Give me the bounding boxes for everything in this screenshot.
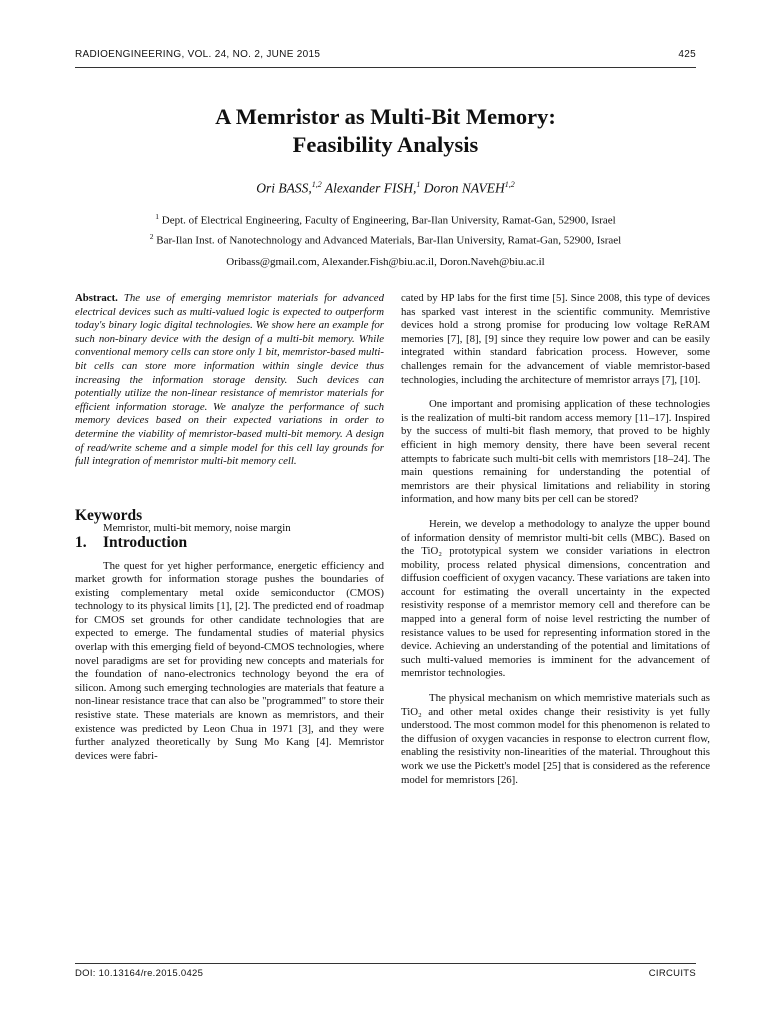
author-affiliation-mark: 1,2 (504, 180, 515, 189)
abstract (75, 292, 384, 469)
affiliations (75, 209, 696, 248)
author-name: Doron NAVEH (423, 180, 505, 196)
intro-paragraph-2: One important and promising application of these technologies is the realization of multi-bit random access memory [11–17]. Inspired by the success of multi-bit flash memory, that proved to be highly efficient in high memory density, there have been several recent attempts to fabricate such multi-bit cells with memristors [18–24]. The main questions remaining for understanding the potential of memristors are their physical limitations and reliability in storing information, and how many bits per cell can be stored? (401, 398, 710, 506)
intro-paragraph-4: The physical mechanism on which memristive materials such as TiO₂ and other metal oxides change their resistivity is yet fully understood. The most common model for this phenomenon is related to the diffusion of oxygen vacancies in response to electron current flow, enabling the resistivity non-linearities of the material. Throughout this work we use the Pickett's model [25] that is considered as the reference model for memristors [26]. (401, 692, 710, 786)
section-title: Introduction (103, 533, 188, 551)
header-rule (75, 67, 696, 68)
author-name: Ori BASS, (256, 180, 312, 196)
journal-section: CIRCUITS (648, 968, 696, 979)
author-affiliation-mark: 1,2 (311, 180, 322, 189)
abstract-label: Abstract. (75, 292, 118, 304)
right-column (401, 292, 710, 787)
title-line-1: A Memristor as Multi-Bit Memory: (215, 104, 556, 129)
affiliation-line: $^1$ Dept. of Electrical Engineering, Faculty of Engineering, Bar-Ilan University, Ramat-Gan, 52900, Israel (155, 212, 616, 227)
paper-title (75, 103, 696, 159)
left-column (75, 292, 384, 763)
page-number: 425 (678, 49, 696, 60)
author-affiliation-mark: 1 (416, 180, 421, 189)
section-number: 1. (75, 533, 87, 551)
keywords-text: Memristor, multi-bit memory, noise margin (103, 522, 291, 535)
title-line-2: Feasibility Analysis (292, 132, 479, 157)
author-name: Alexander FISH, (324, 180, 417, 196)
author-list (75, 180, 696, 197)
abstract-text: The use of emerging memristor materials for advanced electrical devices such as multi-valued logic is expected to outperform today's binary logic digital technologies. We show here an example for such non-binary device with the design of a multi-bit memory. While conventional memory cells can store only 1 bit, memristor-based multi-bit cells can store more information within single device thus increasing the information storage density. Such devices can potentially utilize the non-linear resistance of memristor materials for efficient information storage. We analyze the performance of such memory devices based on their expected variations in order to determine the viability of memristor-based multi-bit memory. A design of read/write scheme and a simple model for this cell lay grounds for full integration of memristor multi-bit memory cell. (75, 292, 384, 468)
intro-paragraph-3: Herein, we develop a methodology to analyze the upper bound of information density of memristor multi-bit cells (MBC). Based on the TiO₂ prototypical system we consider variations in electron mobility, process related physical dimensions, concentration and diffusion coefficient of oxygen vacancy. These variations are taken into account for estimating the overall uncertainty in the expected resistivity response of a memristor memory cell and therefore can be mapped into a general form of noise level restricting the number of resistance values to be used for representing information stored in the device. Achieving an understanding of the potential and limitations of such multi-valued memories is imminent for the advancement of memristor technologies. (401, 517, 710, 680)
section-heading-introduction (75, 533, 384, 551)
intro-paragraph-1-start: The quest for yet higher performance, energetic efficiency and market growth for information storage pushes the boundaries of existing complementary metal oxide semiconductor (CMOS) technology to its physical limits [1], [2]. The predicted end of roadmap for CMOS set grounds for other candidate technologies that are expected to emerge. The fundamental studies of material physics overlap with this emerging field of beyond-CMOS technologies, where novel paradigms are set for providing new concepts and materials for the foundation of nano-electronics technology beyond the era of silicon. Among such emerging technologies are materials that feature a non-linear resistance trace that can also be "programmed" to store their resistive state. These materials are known as memristors, and their existence was predicted by Leon Chua in 1971 [3], and they were further analyzed theoretically by Sung Mo Kang [4]. Memristor devices were fabri- (75, 559, 384, 762)
page-footer (75, 968, 696, 982)
intro-paragraph-1-continued: cated by HP labs for the first time [5]. Since 2008, this type of devices has sparked vast interest in the scientific community. Memristive devices hold a strong promise for producing low voltage ReRAM memories [7], [8], [9] since they require low power and can be easily integrated within standard fabrication process. However, some challenges remain for the advancement of viable memristor-based technologies, including the architecture of memristor arrays [7], [10]. (401, 292, 710, 386)
running-head (75, 49, 696, 63)
doi: DOI: 10.13164/re.2015.0425 (75, 968, 204, 979)
affiliation-line: $^2$ Bar-Ilan Inst. of Nanotechnology and Advanced Materials, Bar-Ilan University, Ramat-Gan, 52900, Israel (149, 231, 622, 247)
journal-citation: RADIOENGINEERING, VOL. 24, NO. 2, JUNE 2015 (75, 49, 321, 60)
keywords-heading: Keywords (75, 506, 143, 524)
footer-rule (75, 963, 696, 964)
author-emails: Oribass@gmail.com, Alexander.Fish@biu.ac.il, Doron.Naveh@biu.ac.il (226, 256, 545, 268)
